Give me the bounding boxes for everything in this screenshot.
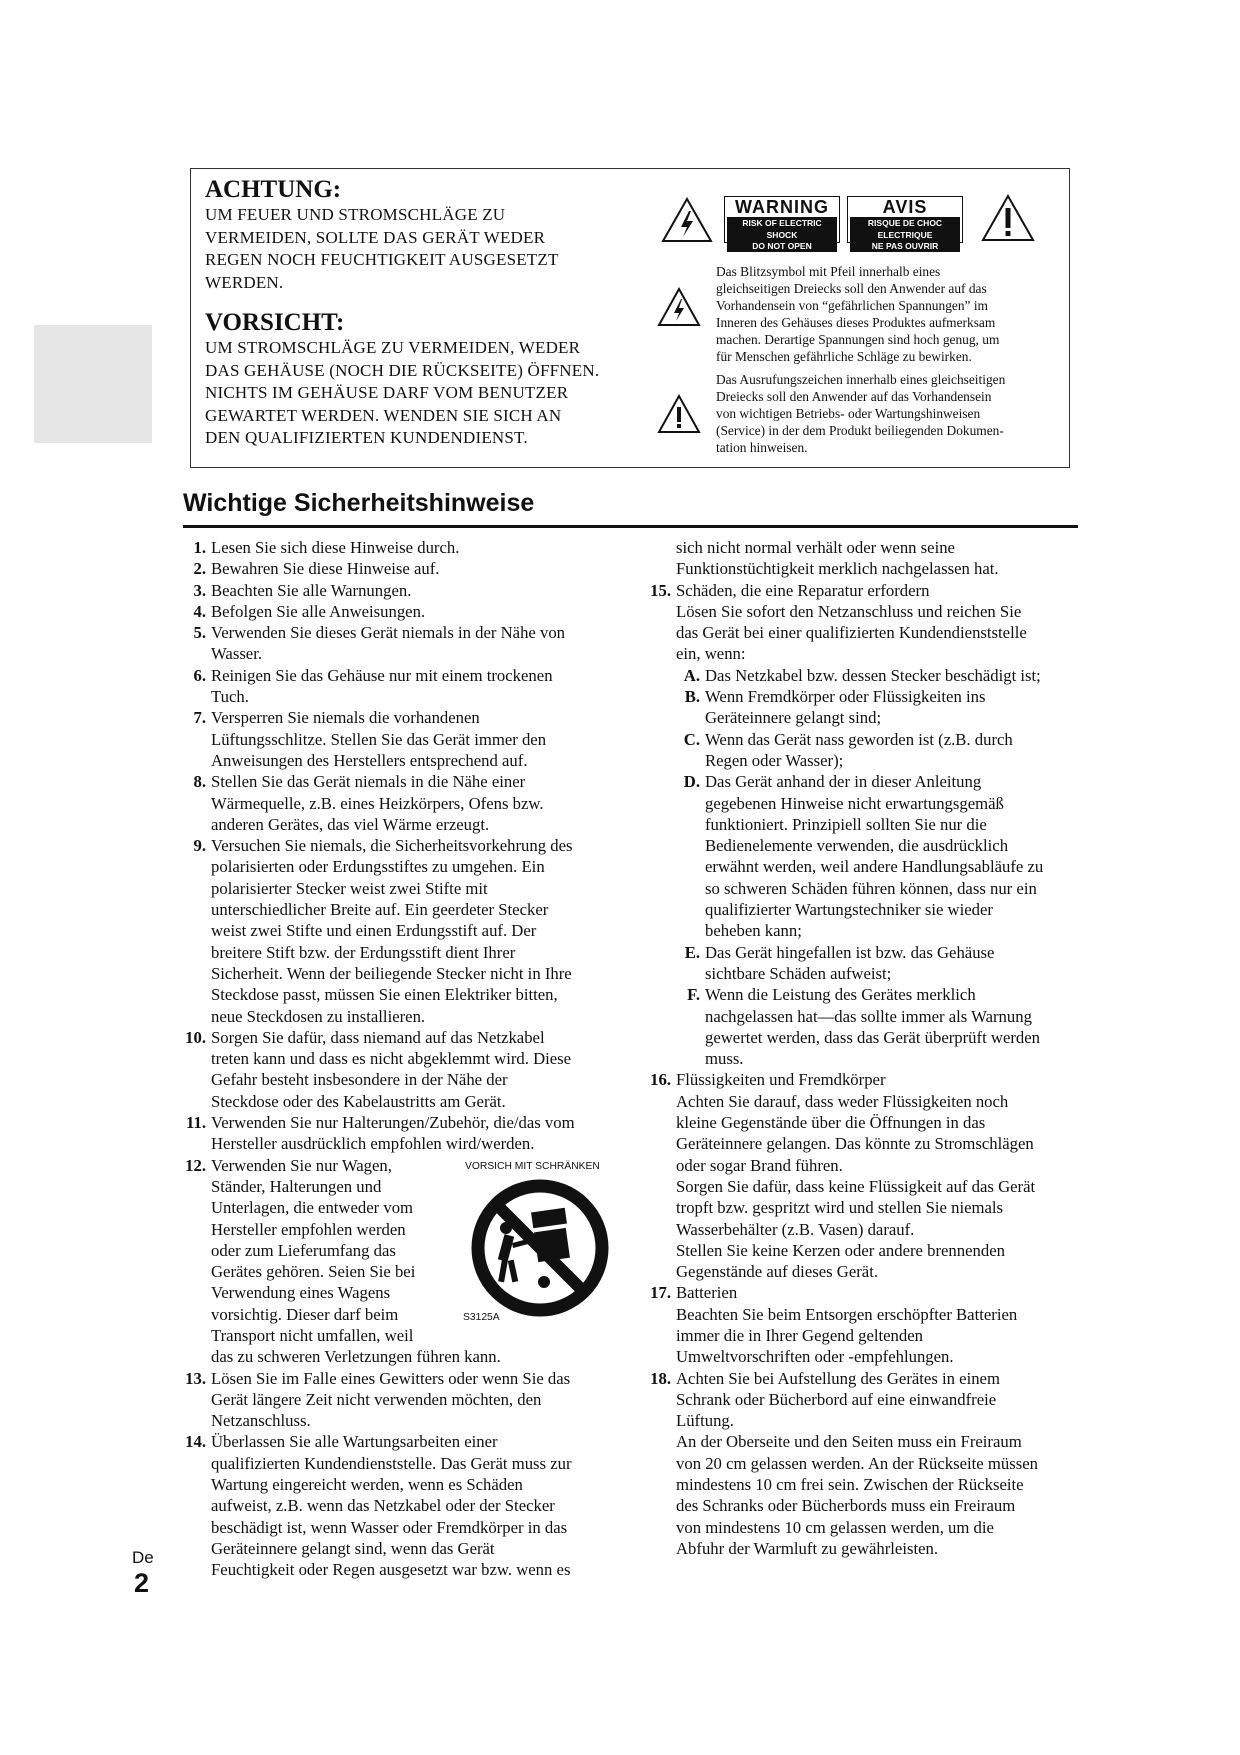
text-line: Steckdose oder des Kabelaustritts am Gerät. [211,1091,506,1111]
text-line: Tuch. [211,687,249,707]
list-item [647,580,1079,1070]
text-line: sichtbare Schäden aufweist; [705,963,892,983]
text-line: treten kann und dass es nicht abgeklemmt wird. Diese [211,1049,572,1069]
text-line: oder zum Lieferumfang das [211,1240,396,1260]
footer-language: De [132,1548,154,1567]
list-item [183,558,613,579]
text-line: sich nicht normal verhält oder wenn seine [676,538,955,557]
text-line: von 20 cm gelassen werden. An der Rückseite müssen [676,1453,1038,1473]
text-line: Geräteinnere gelangt sind; [705,708,882,728]
text-line: qualifizierten Kundendienststelle. Das Gerät muss zur [211,1453,572,1473]
list-item [183,1027,613,1112]
list-item [183,1112,613,1155]
text-line: Stellen Sie keine Kerzen oder andere brennenden [676,1240,1005,1260]
text-line: weist zwei Stifte und einen Erdungsstift auf. Der [211,921,537,941]
text-line: Verwenden Sie nur Wagen, [211,1155,392,1175]
instructions-column-left [183,537,613,1581]
list-item [183,580,613,601]
text-line: ein, wenn: [676,644,746,664]
text-line: Verwenden Sie dieses Gerät niemals in der Nähe von [211,623,566,643]
text-line: so schweren Schäden führen können, dass nur ein [705,878,1037,898]
list-item-number: 11. [186,1113,206,1133]
text-line: Überlassen Sie alle Wartungsarbeiten einer [211,1432,498,1452]
title-rule [183,525,1078,528]
text-line: Beachten Sie beim Entsorgen erschöpfter Batterien [676,1304,1018,1324]
lightning-triangle-icon [661,197,713,243]
page-number: 2 [134,1568,150,1598]
text-line: Wartung eingereicht werden, wenn es Schäden [211,1475,523,1495]
sub-list-letter: C. [683,729,700,749]
text-line: gegebenen Hinweise nicht erwartungsgemäß [705,793,1004,813]
list-item-number: 13. [185,1368,206,1388]
text-line: Verwenden Sie nur Halterungen/Zubehör, die/das vom [211,1113,575,1133]
list-item [183,601,613,622]
text-line: Versuchen Sie niemals, die Sicherheitsvorkehrung des [211,836,573,856]
text-line: Abfuhr der Warmluft zu gewährleisten. [676,1538,939,1558]
list-item [647,1368,1079,1560]
list-item-continuation [647,537,1079,580]
list-item-number: 12. [185,1155,206,1175]
text-line: Hersteller ausdrücklich empfohlen wird/werden. [211,1134,535,1154]
cart-tip-warning-icon [470,1178,610,1318]
text-line: Funktionstüchtigkeit merklich nachgelassen hat. [676,559,999,579]
sub-list-item [676,942,1079,985]
sub-list-letter: B. [684,687,700,707]
text-line: Lesen Sie sich diese Hinweise durch. [211,538,460,557]
text-line: Umweltvorschriften oder -empfehlungen. [676,1347,954,1367]
text-line: Das Gerät hingefallen ist bzw. das Gehäuse [705,942,995,962]
list-item [647,1282,1079,1367]
text-line: Sorgen Sie dafür, dass keine Flüssigkeit auf das Gerät [676,1176,1036,1196]
text-line: Befolgen Sie alle Anweisungen. [211,601,426,621]
list-item-number: 3. [193,580,206,600]
text-line: beschädigt ist, wenn Wasser oder Fremdkörper in das [211,1517,568,1537]
list-item-number: 5. [193,623,206,643]
text-line: Wasserbehälter (z.B. Vasen) darauf. [676,1219,915,1239]
text-line: anderen Gerätes, das viel Wärme erzeugt. [211,814,490,834]
text-line: Geräteinnere gelangt sind, wenn das Gerät [211,1538,495,1558]
instructions-column-right [647,537,1079,1559]
list-item-number: 7. [193,708,206,728]
text-line: Achten Sie darauf, dass weder Flüssigkeiten noch [676,1091,1009,1111]
sub-list-letter: D. [683,772,700,792]
text-line: neue Steckdosen zu installieren. [211,1006,426,1026]
text-line: qualifizierter Wartungstechniker sie wieder [705,900,993,920]
text-line: Gerätes gehören. Seien Sie bei [211,1262,416,1282]
avis-label: AVIS RISQUE DE CHOC ELECTRIQUE NE PAS OUVRIR [847,196,963,243]
list-item [183,1368,613,1432]
list-item-number: 4. [193,601,206,621]
text-line: das zu schweren Verletzungen führen kann. [211,1347,501,1367]
text-line: funktioniert. Prinzipiell sollten Sie nur die [705,814,987,834]
text-line: Verwendung eines Wagens [211,1283,391,1303]
sub-list-item [676,665,1079,686]
lightning-symbol-explanation: Das Blitzsymbol mit Pfeil innerhalb eines gleichseitigen Dreiecks soll den Anwender auf das Vorhandensein von “gefährlichen Spannungen” im Inneren des Gehäuses dieses Produktes aufmerksam machen. Derartige Spannungen sind hoch genug, um für Menschen gefährliche Schläge zu bewirken. [716,264,1000,364]
text-line: Wenn das Gerät nass geworden ist (z.B. durch [705,729,1013,749]
list-item-number: 14. [185,1432,206,1452]
sub-list-item [676,686,1079,729]
text-line: Das Netzkabel bzw. dessen Stecker beschädigt ist; [705,665,1041,685]
list-item [183,707,613,771]
text-line: oder sogar Brand führen. [676,1155,843,1175]
warning-left-column [205,175,615,450]
list-item-number: 9. [193,836,206,856]
list-item [183,622,613,665]
text-line: gewertet werden, dass das Gerät überprüft werden [705,1027,1040,1047]
list-item-number: 18. [650,1368,671,1388]
list-item [183,537,613,558]
exclamation-symbol-explanation: Das Ausrufungszeichen innerhalb eines gleichseitigen Dreiecks soll den Anwender auf das Vorhandensein von wichtigen Betriebs- oder Wartungshinweisen (Service) in der dem Produkt beiliegenden Dokumen- tation hinweisen. [716,372,1006,455]
list-item-number: 10. [185,1027,206,1047]
page-title: Wichtige Sicherheitshinweise [183,489,535,517]
text-line: polarisierter Stecker weist zwei Stifte mit [211,878,488,898]
text-line: des Schranks oder Bücherbords muss ein Freiraum [676,1496,1016,1516]
text-line: Lüftung. [676,1411,734,1431]
lightning-triangle-small-icon [657,287,701,327]
text-line: breitere Stift bzw. der Erdungsstift dient Ihrer [211,942,516,962]
sub-list-item [676,729,1079,772]
text-line: Regen oder Wasser); [705,750,844,770]
achtung-heading: ACHTUNG: [205,176,342,203]
cart-caption-code: S3125A [463,1312,500,1323]
text-line: aufweist, z.B. wenn das Netzkabel oder der Stecker [211,1496,555,1516]
text-line: Wenn Fremdkörper oder Flüssigkeiten ins [705,687,986,707]
text-line: Feuchtigkeit oder Regen ausgesetzt war bzw. wenn es [211,1560,571,1580]
sub-list-letter: E. [684,942,700,962]
text-line: Wärmequelle, z.B. eines Heizkörpers, Ofens bzw. [211,793,544,813]
list-item-number: 6. [193,665,206,685]
text-line: mindestens 10 cm frei sein. Zwischen der Rückseite [676,1475,1024,1495]
warning-label: WARNING RISK OF ELECTRIC SHOCK DO NOT OPEN [724,196,840,243]
text-line: nachgelassen hat—das sollte immer als Warnung [705,1006,1032,1026]
text-line: muss. [705,1049,744,1069]
text-line: Unterlagen, die entweder vom [211,1198,414,1218]
text-line: Wasser. [211,644,263,664]
section-tab-marker [34,325,152,443]
achtung-text: UM FEUER UND STROMSCHLÄGE ZU VERMEIDEN, SOLLTE DAS GERÄT WEDER REGEN NOCH FEUCHTIGKEIT AUSGESETZT WERDEN. [205,205,559,292]
cart-caption: VORSICH MIT SCHRÄNKEN [465,1161,600,1172]
text-line: erwähnt werden, weil andere Handlungsabläufe zu [705,857,1044,877]
text-line: Bedienelemente verwenden, die ausdrücklich [705,836,1009,856]
exclamation-triangle-icon [981,194,1035,242]
text-line: Lösen Sie im Falle eines Gewitters oder wenn Sie das [211,1368,571,1388]
text-line: Lösen Sie sofort den Netzanschluss und reichen Sie [676,601,1022,621]
text-line: immer die in Ihrer Gegend geltenden [676,1325,923,1345]
text-line: Wenn die Leistung des Gerätes merklich [705,985,976,1005]
text-line: Beachten Sie alle Warnungen. [211,580,412,600]
text-line: Achten Sie bei Aufstellung des Gerätes in einem [676,1368,1000,1388]
text-line: tropft bzw. gespritzt wird und stellen Sie niemals [676,1198,1004,1218]
text-line: Ständer, Halterungen und [211,1176,382,1196]
text-line: Anweisungen des Herstellers entsprechend auf. [211,750,528,770]
text-line: Hersteller empfohlen werden [211,1219,406,1239]
text-line: Gerät längere Zeit nicht verwenden möchten, den [211,1389,542,1409]
list-item-number: 16. [650,1070,671,1090]
warning-box [190,168,1070,468]
sub-list-item [676,984,1079,1069]
text-line: Batterien [676,1283,738,1303]
list-item-number: 1. [193,538,206,557]
text-line: Flüssigkeiten und Fremdkörper [676,1070,886,1090]
text-line: Stellen Sie das Gerät niemals in die Nähe einer [211,772,526,792]
sub-list-letter: A. [683,665,700,685]
text-line: Lüftungsschlitze. Stellen Sie das Gerät immer den [211,729,547,749]
list-item-number: 15. [650,580,671,600]
text-line: Netzanschluss. [211,1411,311,1431]
text-line: Transport nicht umfallen, weil [211,1325,414,1345]
text-line: Sicherheit. Wenn der beiliegende Stecker nicht in Ihre [211,963,572,983]
list-item [183,1431,613,1580]
text-line: das Gerät bei einer qualifizierten Kundendienststelle [676,623,1027,643]
text-line: Steckdose passt, müssen Sie einen Elektriker bitten, [211,985,558,1005]
sub-list-letter: F. [687,985,700,1005]
text-line: Versperren Sie niemals die vorhandenen [211,708,480,728]
list-item-number: 2. [193,559,206,579]
text-line: An der Oberseite und den Seiten muss ein Freiraum [676,1432,1022,1452]
text-line: Schrank oder Bücherbord auf eine einwandfreie [676,1389,997,1409]
exclamation-triangle-small-icon [657,394,701,434]
text-line: Gefahr besteht insbesondere in der Nähe der [211,1070,508,1090]
list-item [183,771,613,835]
text-line: Geräteinnere gelangen. Das könnte zu Stromschlägen [676,1134,1034,1154]
list-item-number: 17. [650,1283,671,1303]
text-line: beheben kann; [705,921,802,941]
list-item [183,665,613,708]
list-item-number: 8. [193,772,206,792]
text-line: Sorgen Sie dafür, dass niemand auf das Netzkabel [211,1027,545,1047]
list-item [183,835,613,1027]
text-line: Gegenstände auf dieses Gerät. [676,1262,879,1282]
vorsicht-text: UM STROMSCHLÄGE ZU VERMEIDEN, WEDER DAS GEHÄUSE (NOCH DIE RÜCKSEITE) ÖFFNEN. NICHTS IM GEHÄUSE DARF VOM BENUTZER GEWARTET WERDEN. WENDEN SIE SICH AN DEN QUALIFIZIERTEN KUNDENDIENST. [205,338,600,447]
text-line: Bewahren Sie diese Hinweise auf. [211,559,440,579]
text-line: Schäden, die eine Reparatur erfordern [676,580,930,600]
vorsicht-heading: VORSICHT: [205,309,345,336]
text-line: kleine Gegenstände über die Öffnungen in das [676,1113,986,1133]
text-line: unterschiedlicher Breite auf. Ein geerdeter Stecker [211,900,549,920]
text-line: polarisierten oder Erdungsstiftes zu umgehen. Ein [211,857,545,877]
text-line: Reinigen Sie das Gehäuse nur mit einem trockenen [211,665,553,685]
sub-list-item [676,771,1079,941]
text-line: Das Gerät anhand der in dieser Anleitung [705,772,982,792]
text-line: von mindestens 10 cm gelassen werden, um die [676,1517,994,1537]
text-line: vorsichtig. Dieser darf beim [211,1304,399,1324]
list-item [647,1069,1079,1282]
